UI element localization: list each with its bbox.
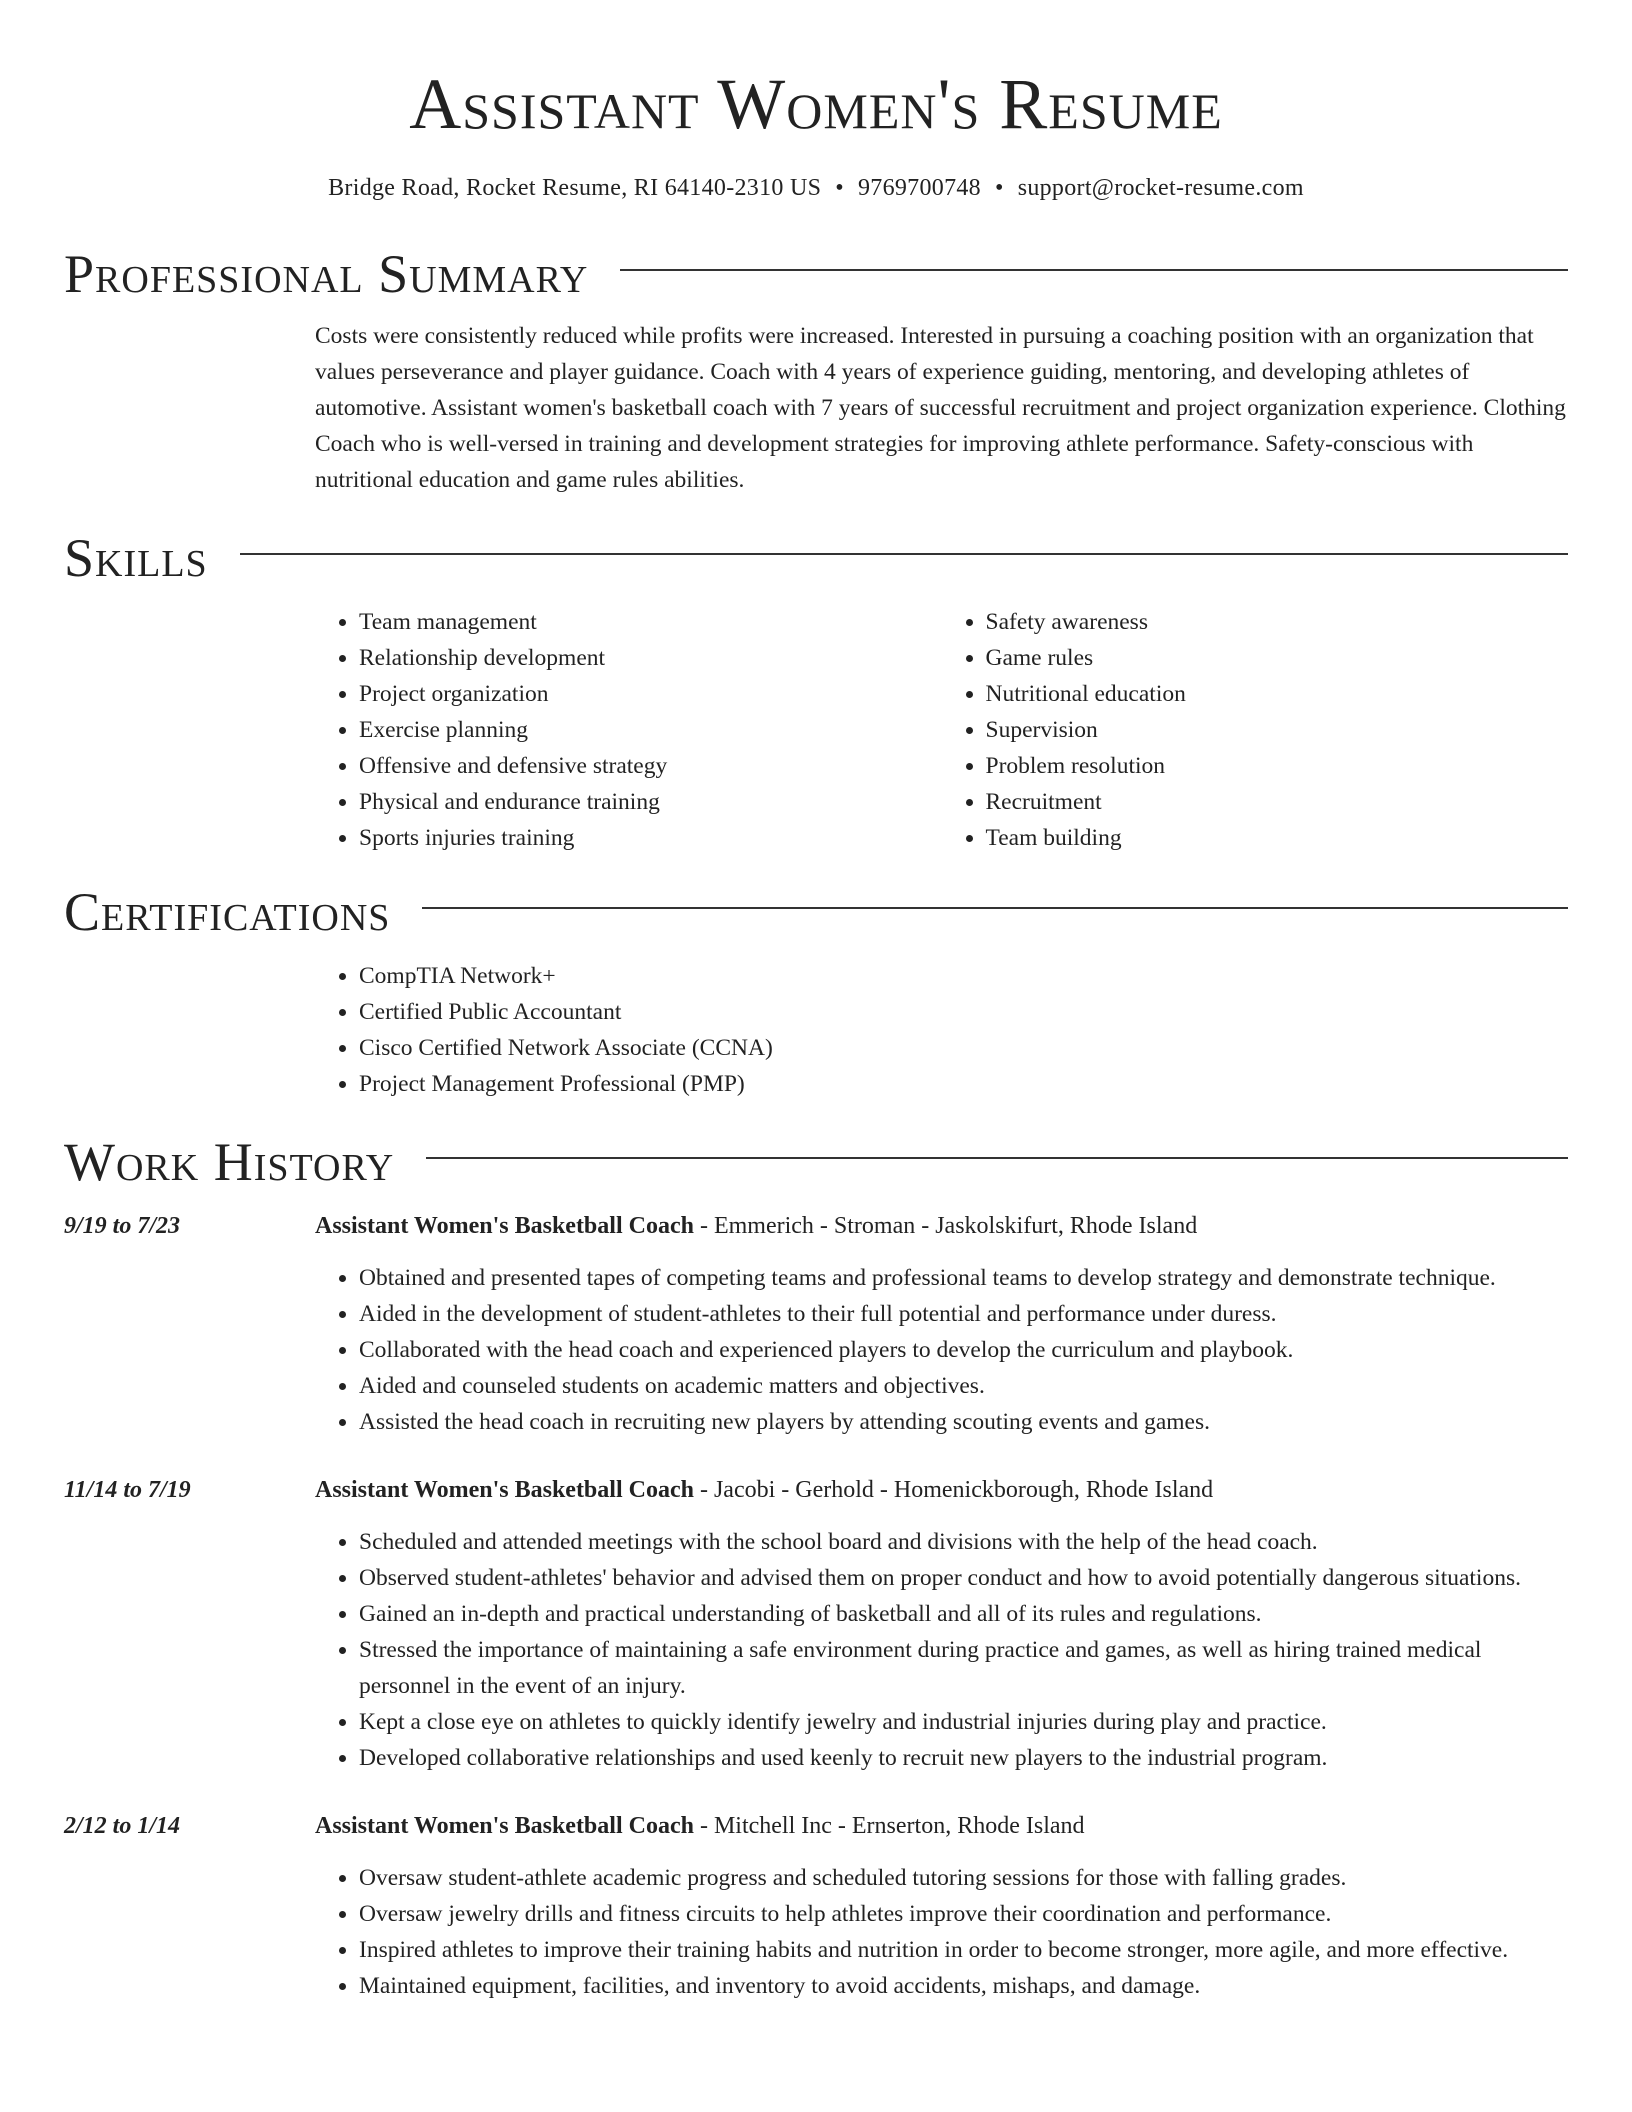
- contact-phone: 9769700748: [857, 175, 981, 201]
- work-history-section-header: [64, 1130, 1568, 1194]
- job-bullet: • Aided and counseled students on academic matters and objectives.: [359, 1368, 1568, 1404]
- job-dates: 9/19 to 7/23: [64, 1213, 181, 1239]
- section-divider: [422, 907, 1568, 909]
- skill-item: • Project organization: [359, 676, 942, 712]
- summary-section-header: [64, 242, 1568, 306]
- resume-name: Assistant Women's Resume: [409, 64, 1223, 144]
- skills-heading: Skills: [64, 528, 208, 588]
- skill-item: • Problem resolution: [986, 748, 1569, 784]
- summary-heading: Professional Summary: [64, 244, 589, 304]
- skill-item: • Game rules: [986, 640, 1569, 676]
- job-bullets: [315, 1524, 1568, 1776]
- certifications-heading: Certifications: [64, 882, 391, 942]
- skills-section-header: [64, 526, 1568, 590]
- job-bullet: • Obtained and presented tapes of competing teams and professional teams to develop strategy and demonstrate technique.: [359, 1260, 1568, 1296]
- contact-email: support@rocket-resume.com: [1017, 175, 1304, 201]
- job-bullet: • Aided in the development of student-athletes to their full potential and performance under duress.: [359, 1296, 1568, 1332]
- job-body: [315, 1472, 1568, 1776]
- contact-line: [64, 172, 1568, 204]
- skill-item: • Relationship development: [359, 640, 942, 676]
- job-employer: - Jacobi - Gerhold - Homenickborough, Rhode Island: [693, 1477, 1214, 1503]
- section-divider: [240, 553, 1568, 555]
- certifications-body: [315, 958, 1568, 1102]
- job-title-line: [315, 1472, 1568, 1508]
- contact-separator: •: [835, 175, 844, 201]
- skill-item: • Recruitment: [986, 784, 1569, 820]
- job-bullet: • Stressed the importance of maintaining a safe environment during practice and games, as well as hiring trained medical personnel in the event of an injury.: [359, 1632, 1568, 1704]
- certification-item: • Certified Public Accountant: [359, 994, 1568, 1030]
- job-title: Assistant Women's Basketball Coach: [315, 1213, 694, 1239]
- skills-list-left: [315, 604, 942, 856]
- contact-separator: •: [994, 175, 1004, 201]
- job-employer: - Emmerich - Stroman - Jaskolskifurt, Rhode Island: [693, 1213, 1198, 1239]
- job-title: Assistant Women's Basketball Coach: [315, 1813, 694, 1839]
- job-bullet: • Observed student-athletes' behavior and advised them on proper conduct and how to avoid potentially dangerous situations.: [359, 1560, 1568, 1596]
- certification-item: • Project Management Professional (PMP): [359, 1066, 1568, 1102]
- certifications-list: [315, 958, 1568, 1102]
- job-bullet: • Inspired athletes to improve their training habits and nutrition in order to become stronger, more agile, and more effective.: [359, 1932, 1568, 1968]
- certification-item: • Cisco Certified Network Associate (CCNA): [359, 1030, 1568, 1066]
- job-body: [315, 1208, 1568, 1440]
- section-divider: [426, 1157, 1568, 1159]
- job-bullet: • Oversaw student-athlete academic progress and scheduled tutoring sessions for those with falling grades.: [359, 1860, 1568, 1896]
- skill-item: • Physical and endurance training: [359, 784, 942, 820]
- skills-list-right: [942, 604, 1569, 856]
- skill-item: • Exercise planning: [359, 712, 942, 748]
- job-title: Assistant Women's Basketball Coach: [315, 1477, 694, 1503]
- summary-text: Costs were consistently reduced while profits were increased. Interested in pursuing a coaching position with an organization that values perseverance and player guidance. Coach with 4 years of experience guiding, mentoring, and developing athletes of automotive. Assistant women's basketball coach with 7 years of successful recruitment and project organization experience. Clothing Coach who is well-versed in training and development strategies for improving athlete performance. Safety-conscious with nutritional education and game rules abilities.: [315, 323, 1566, 493]
- job-entry: [64, 1472, 1568, 1776]
- work-history-heading: Work History: [64, 1132, 395, 1192]
- job-dates: 11/14 to 7/19: [64, 1477, 191, 1503]
- certification-item: • CompTIA Network+: [359, 958, 1568, 994]
- job-title-line: [315, 1208, 1568, 1244]
- job-bullet: • Collaborated with the head coach and experienced players to develop the curriculum and playbook.: [359, 1332, 1568, 1368]
- job-bullets: [315, 1860, 1568, 2004]
- skill-item: • Safety awareness: [986, 604, 1569, 640]
- job-bullet: • Developed collaborative relationships and used keenly to recruit new players to the industrial program.: [359, 1740, 1568, 1776]
- job-entry: [64, 1808, 1568, 2004]
- section-divider: [620, 269, 1568, 271]
- skills-grid: [315, 604, 1568, 856]
- certifications-section-header: [64, 880, 1568, 944]
- job-bullet: • Oversaw jewelry drills and fitness circuits to help athletes improve their coordination and performance.: [359, 1896, 1568, 1932]
- skill-item: • Nutritional education: [986, 676, 1569, 712]
- job-title-line: [315, 1808, 1568, 1844]
- job-entry: [64, 1208, 1568, 1440]
- summary-body: [315, 318, 1568, 498]
- job-bullet: • Assisted the head coach in recruiting new players by attending scouting events and games.: [359, 1404, 1568, 1440]
- job-bullet: • Maintained equipment, facilities, and inventory to avoid accidents, mishaps, and damage.: [359, 1968, 1568, 2004]
- job-bullet: • Kept a close eye on athletes to quickly identify jewelry and industrial injuries during play and practice.: [359, 1704, 1568, 1740]
- skill-item: • Team building: [986, 820, 1569, 856]
- resume-page: [64, 0, 1568, 2112]
- contact-address: Bridge Road, Rocket Resume, RI 64140-2310 US: [328, 175, 822, 201]
- job-body: [315, 1808, 1568, 2004]
- job-bullet: • Scheduled and attended meetings with the school board and divisions with the help of the head coach.: [359, 1524, 1568, 1560]
- job-bullet: • Gained an in-depth and practical understanding of basketball and all of its rules and regulations.: [359, 1596, 1568, 1632]
- skill-item: • Offensive and defensive strategy: [359, 748, 942, 784]
- job-employer: - Mitchell Inc - Ernserton, Rhode Island: [693, 1813, 1085, 1839]
- skill-item: • Supervision: [986, 712, 1569, 748]
- skill-item: • Team management: [359, 604, 942, 640]
- job-dates: 2/12 to 1/14: [64, 1813, 181, 1839]
- skill-item: • Sports injuries training: [359, 820, 942, 856]
- job-bullets: [315, 1260, 1568, 1440]
